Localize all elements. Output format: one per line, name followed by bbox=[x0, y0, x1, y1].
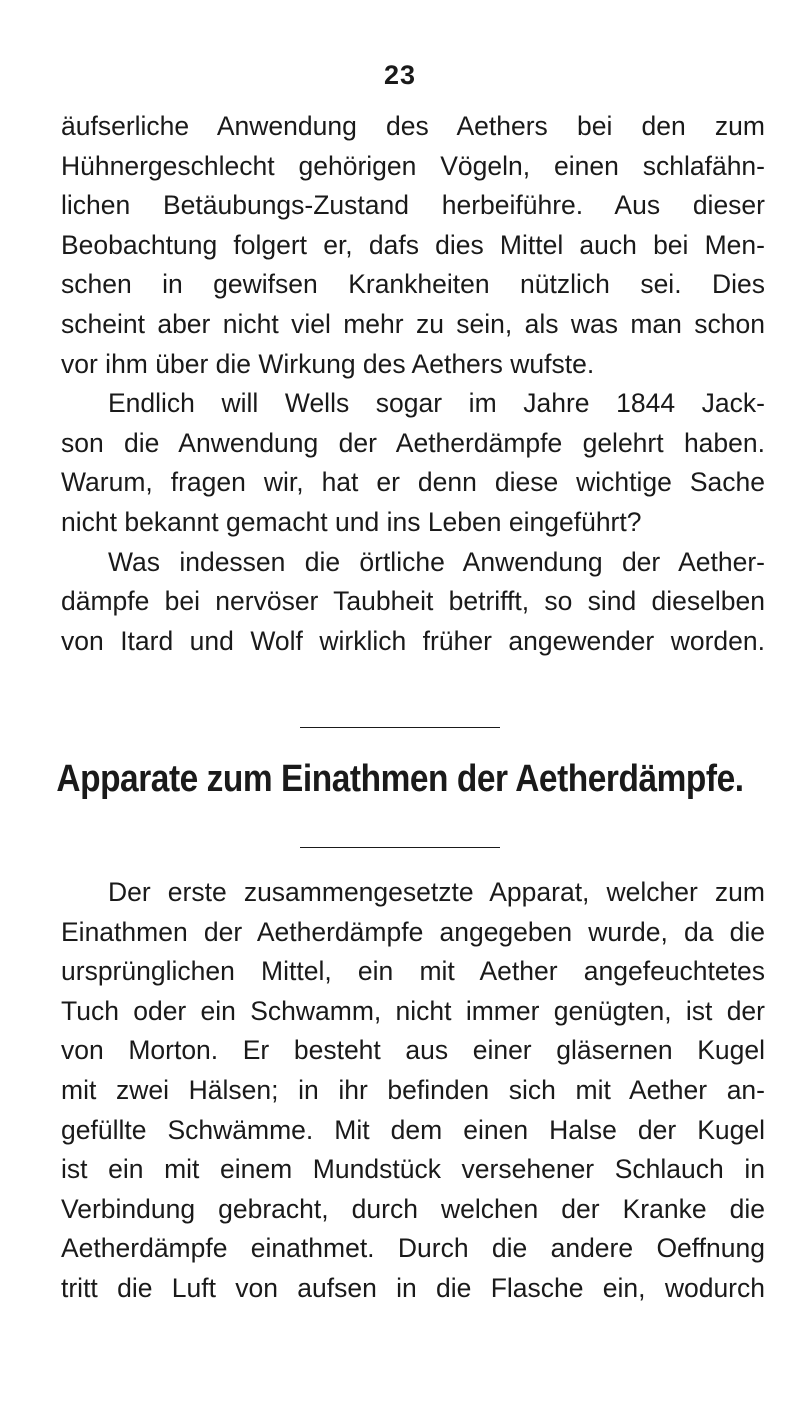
text-line: lichen Betäubungs-Zustand herbeiführe. Aus dieser bbox=[61, 190, 765, 221]
text-line: Der erste zusammengesetzte Apparat, welcher zum bbox=[108, 877, 765, 907]
text-line: von Morton. Er besteht aus einer gläsernen Kugel bbox=[61, 1035, 765, 1066]
text-line: vor ihm über die Wirkung des Aethers wufste. bbox=[61, 348, 595, 379]
text-line: Was indessen die örtliche Anwendung der Aether- bbox=[108, 546, 765, 577]
text-line: Aetherdämpfe einathmet. Durch die andere Oeffnung bbox=[61, 1233, 765, 1264]
section-heading: Apparate zum Einathmen der Aetherdämpfe. bbox=[56, 758, 744, 800]
text-line: Hühnergeschlecht gehörigen Vögeln, einen schlafähn- bbox=[61, 150, 765, 181]
text-line: Verbindung gebracht, durch welchen der Kranke die bbox=[61, 1193, 765, 1224]
text-line: von Itard und Wolf wirklich früher angewender worden. bbox=[61, 625, 765, 656]
text-line: schen in gewifsen Krankheiten nützlich sei. Dies bbox=[61, 269, 765, 300]
text-line: tritt die Luft von aufsen in die Flasche ein, wodurch bbox=[61, 1272, 765, 1303]
text-line: äufserliche Anwendung des Aethers bei den zum bbox=[61, 111, 765, 141]
text-line: dämpfe bei nervöser Taubheit betrifft, so sind dieselben bbox=[61, 586, 765, 617]
text-line: Warum, fragen wir, hat er denn diese wichtige Sache bbox=[61, 467, 765, 498]
text-line: Endlich will Wells sogar im Jahre 1844 Jack- bbox=[108, 388, 765, 419]
text-line: ist ein mit einem Mundstück versehener Schlauch in bbox=[61, 1154, 765, 1185]
text-line: Einathmen der Aetherdämpfe angegeben wurde, da die bbox=[61, 916, 765, 947]
text-line: gefüllte Schwämme. Mit dem einen Halse der Kugel bbox=[61, 1114, 765, 1145]
text-line: son die Anwendung der Aetherdämpfe gelehrt haben. bbox=[61, 427, 765, 458]
page-number: 23 bbox=[383, 60, 417, 90]
text-line: Tuch oder ein Schwamm, nicht immer genügten, ist der bbox=[61, 995, 765, 1026]
upper-text-block bbox=[61, 107, 765, 661]
section-divider-top bbox=[300, 727, 500, 728]
text-line: mit zwei Hälsen; in ihr befinden sich mit Aether an- bbox=[61, 1074, 765, 1105]
text-line: Beobachtung folgert er, dafs dies Mittel auch bei Men- bbox=[61, 229, 765, 260]
section-divider-bottom bbox=[300, 847, 500, 848]
text-line: nicht bekannt gemacht und ins Leben eingeführt? bbox=[61, 506, 642, 537]
lower-text-block bbox=[61, 873, 765, 1309]
text-line: scheint aber nicht viel mehr zu sein, als was man schon bbox=[61, 308, 765, 339]
text-line: ursprünglichen Mittel, ein mit Aether angefeuchtetes bbox=[61, 956, 765, 987]
